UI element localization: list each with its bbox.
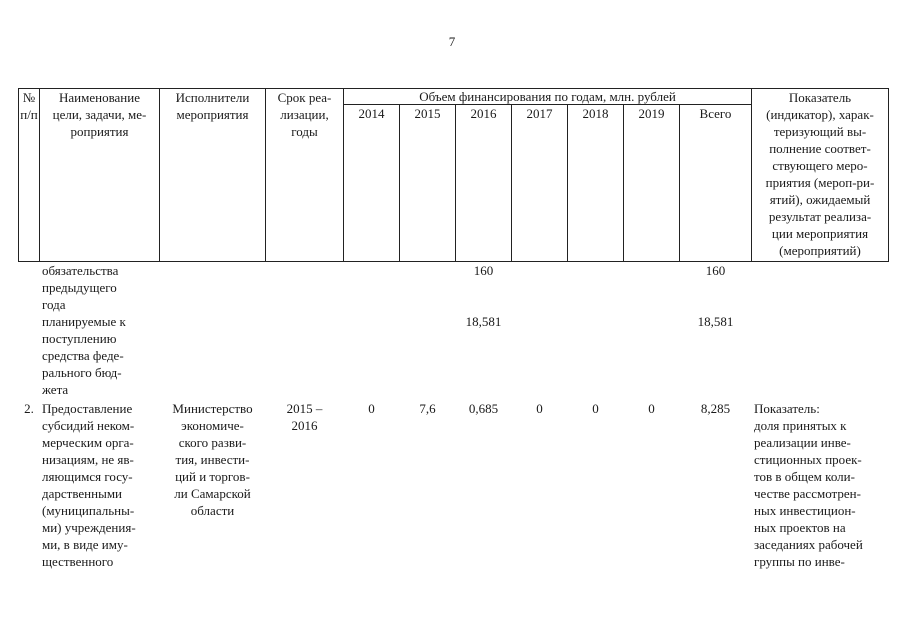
row3-term-2: 2016 <box>291 418 318 433</box>
header-name-2: цели, задачи, ме- <box>52 107 147 122</box>
row3-exec-2: экономиче- <box>181 418 244 433</box>
header-num-2: п/п <box>20 107 38 122</box>
row2-value-2016: 18,581 <box>465 314 502 329</box>
row3-value-2015: 7,6 <box>419 401 436 416</box>
row3-exec-3: ского разви- <box>178 435 247 450</box>
row1-name-3: года <box>42 297 66 312</box>
row3-indicator-5: тов в общем коли- <box>754 469 855 484</box>
row3-term-1: 2015 – <box>286 401 323 416</box>
row1-name-2: предыдущего <box>42 280 117 295</box>
row3-indicator-8: ных проектов на <box>754 520 846 535</box>
row3-name-5: ляющимся госу- <box>42 469 133 484</box>
header-indicator-8: результат реализа- <box>768 209 872 224</box>
row2-name-3: средства феде- <box>42 348 124 363</box>
row3-name-4: низациям, не яв- <box>42 452 134 467</box>
row3-value-2016: 0,685 <box>468 401 499 416</box>
row3-exec-1: Министерство <box>172 401 253 416</box>
header-name-1: Наименование <box>59 90 140 105</box>
row2-name-1: планируемые к <box>42 314 126 329</box>
header-funding-title: Объем финансирования по годам, млн. рублей <box>419 89 676 104</box>
header-term-1: Срок реа- <box>277 90 332 105</box>
header-term-3: годы <box>291 124 318 139</box>
row3-exec-5: ций и торгов- <box>175 469 250 484</box>
row3-name-2: субсидий неком- <box>42 418 135 433</box>
header-total: Всего <box>699 106 732 121</box>
header-indicator-4: полнение соответ- <box>769 141 871 156</box>
row3-indicator-7: ных инвестицион- <box>754 503 856 518</box>
header-indicator-3: теризующий вы- <box>773 124 867 139</box>
header-year-2017: 2017 <box>526 106 553 121</box>
row3-value-2017: 0 <box>536 401 543 416</box>
header-indicator-5: ствующего меро- <box>772 158 868 173</box>
row3-name-10: щественного <box>42 554 114 569</box>
page-number: 7 <box>448 34 456 49</box>
header-year-2019: 2019 <box>638 106 665 121</box>
row3-name-9: ми, в виде иму- <box>42 537 128 552</box>
row3-num: 2. <box>24 401 34 416</box>
row2-value-total: 18,581 <box>697 314 734 329</box>
header-term-2: лизации, <box>280 107 329 122</box>
row2-name-2: поступлению <box>42 331 117 346</box>
row3-indicator-9: заседаниях рабочей <box>754 537 863 552</box>
row3-name-8: ми) учреждения- <box>42 520 136 535</box>
header-year-2016: 2016 <box>470 106 497 121</box>
row3-value-total: 8,285 <box>700 401 731 416</box>
header-indicator-2: (индикатор), харак- <box>766 107 874 122</box>
row3-value-2019: 0 <box>648 401 655 416</box>
row1-value-2016: 160 <box>473 263 494 278</box>
row3-exec-6: ли Самарской <box>174 486 251 501</box>
row3-name-1: Предоставление <box>42 401 133 416</box>
row2-name-5: жета <box>42 382 69 397</box>
header-exec-2: мероприятия <box>176 107 249 122</box>
row3-indicator-3: реализации инве- <box>754 435 851 450</box>
header-year-2015: 2015 <box>414 106 441 121</box>
row3-name-6: дарственными <box>42 486 122 501</box>
row3-indicator-1: Показатель: <box>754 401 820 416</box>
row3-name-3: мерческим орга- <box>42 435 134 450</box>
row1-value-total: 160 <box>705 263 726 278</box>
row3-indicator-2: доля принятых к <box>754 418 847 433</box>
row2-name-4: рального бюд- <box>42 365 122 380</box>
header-name-3: роприятия <box>70 124 129 139</box>
row3-exec-7: области <box>190 503 235 518</box>
row1-name-1: обязательства <box>42 263 119 278</box>
row3-indicator-10: группы по инве- <box>754 554 845 569</box>
header-indicator-9: ции мероприятия <box>771 226 869 241</box>
header-year-2018: 2018 <box>582 106 609 121</box>
header-indicator-6: приятия (мероп-ри- <box>765 175 875 190</box>
header-exec-1: Исполнители <box>175 90 250 105</box>
header-num-1: № <box>22 90 36 105</box>
row3-exec-4: тия, инвести- <box>175 452 250 467</box>
row3-indicator-6: честве рассмотрен- <box>754 486 861 501</box>
row3-indicator-4: стиционных проек- <box>754 452 862 467</box>
header-indicator-7: ятий), ожидаемый <box>769 192 871 207</box>
header-indicator-1: Показатель <box>788 90 852 105</box>
header-year-2014: 2014 <box>358 106 385 121</box>
row3-value-2018: 0 <box>592 401 599 416</box>
row3-value-2014: 0 <box>368 401 375 416</box>
row3-name-7: (муниципальны- <box>42 503 135 518</box>
header-indicator-10: (мероприятий) <box>779 243 861 258</box>
